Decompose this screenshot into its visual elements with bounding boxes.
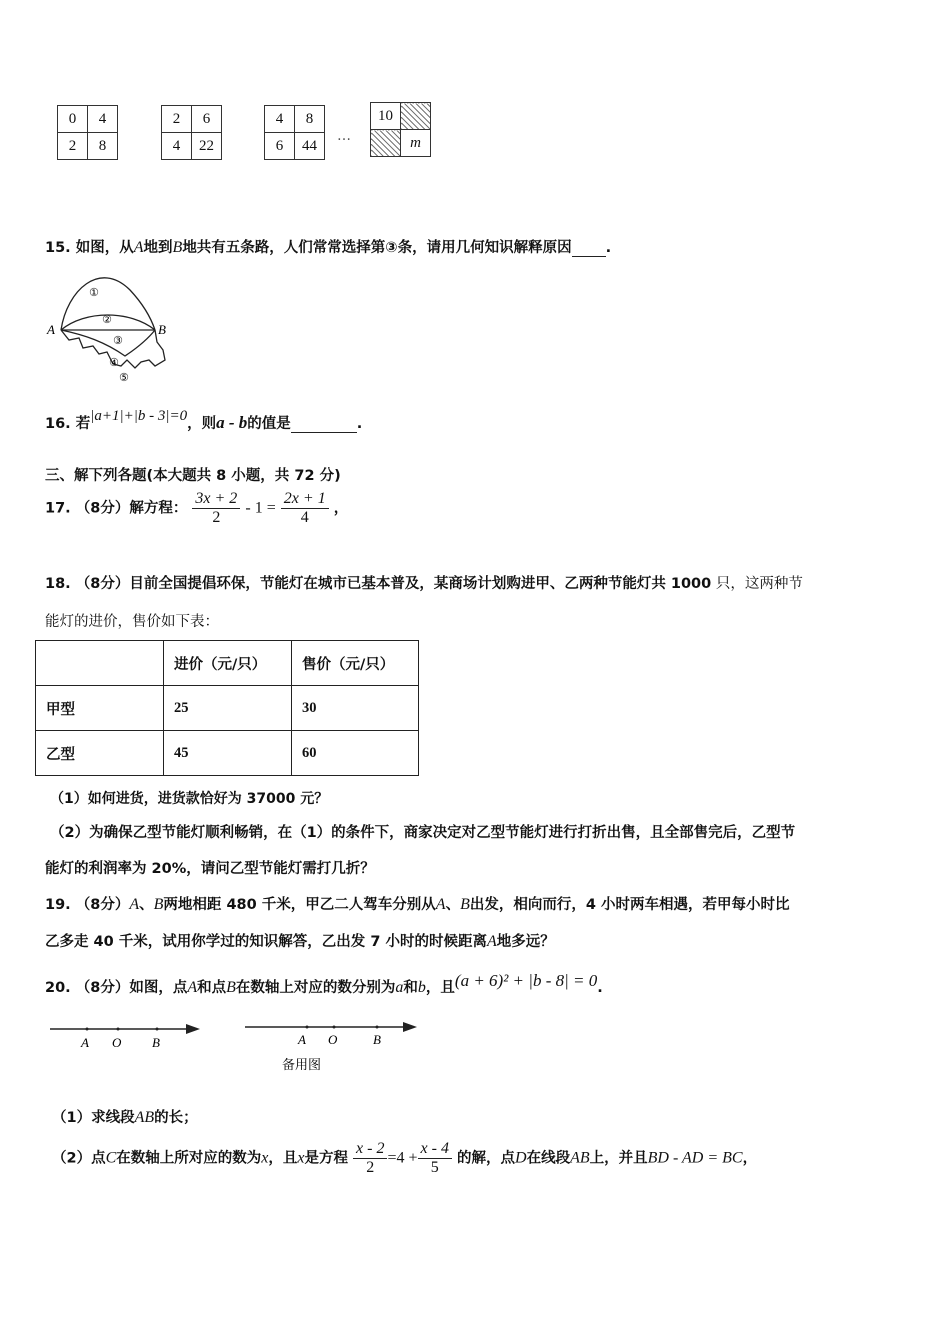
denominator: 5: [430, 1159, 439, 1176]
question-text: ，: [742, 1150, 758, 1167]
grid-cell: 44: [295, 133, 325, 160]
question-text: 和点: [197, 980, 227, 996]
point-d: D: [515, 1149, 527, 1167]
question-text: ，且: [268, 1150, 298, 1167]
fraction-2: [281, 490, 329, 527]
question-text: .: [597, 980, 603, 996]
table-header: [36, 641, 164, 686]
question-19-line-2: [45, 930, 555, 951]
question-text: 地多远？: [496, 934, 555, 950]
question-text: （2）点: [52, 1150, 106, 1167]
axis-label-a: A: [298, 1032, 306, 1047]
equation-part: =4 +: [387, 1149, 418, 1167]
question-16: [45, 408, 363, 433]
question-text: 出发，相向而行，4 小时两车相遇，若甲每小时比: [469, 897, 790, 913]
hatched-cell: [401, 103, 431, 130]
number-line-figures: [45, 1015, 425, 1075]
question-text: 在数轴上对应的数分别为: [235, 980, 396, 996]
denominator: 4: [300, 509, 309, 526]
question-number: 18.: [45, 576, 71, 592]
grid-cell: 6: [192, 106, 222, 133]
point-a: A: [133, 239, 144, 256]
variable-x: x: [297, 1149, 305, 1167]
question-number: 19.: [45, 897, 71, 913]
numerator: x - 4: [418, 1140, 452, 1159]
point-a: A: [435, 896, 446, 913]
point-a: A: [129, 896, 140, 913]
grid-figure-3: [264, 105, 325, 160]
question-text: .: [356, 416, 363, 432]
denominator: 2: [212, 509, 221, 526]
question-19-line-1: [45, 893, 789, 914]
routes-figure: [45, 270, 175, 390]
denominator: 2: [366, 1159, 375, 1176]
question-text: （1）求线段: [52, 1110, 135, 1126]
point-b: B: [226, 979, 236, 996]
segment-ab: AB: [134, 1109, 155, 1126]
table-cell: 甲型: [36, 686, 164, 731]
backup-caption: 备用图: [282, 1058, 322, 1073]
equation: (a + 6)² + |b - 8| = 0: [454, 971, 598, 990]
table-cell: 45: [164, 731, 292, 776]
route-5-label: ⑤: [119, 371, 129, 384]
question-20-sub-1: [52, 1106, 198, 1127]
equation-part: - 1 =: [245, 499, 276, 517]
ellipsis: …: [337, 128, 351, 144]
question-18-sub-1: （1）如何进货，进货款恰好为 37000 元？: [50, 791, 329, 807]
question-20-sub-2: [52, 1140, 757, 1177]
question-text: 是方程: [304, 1150, 348, 1167]
question-text: （8分）目前全国提倡环保，节能灯在城市已基本普及，某商场计划购进甲、乙两种节能灯共 1000: [75, 576, 712, 592]
grid-cell: m: [401, 130, 431, 157]
question-number: 20.: [45, 980, 71, 996]
question-18-sub-2-line-1: （2）为确保乙型节能灯顺利畅销，在（1）的条件下，商家决定对乙型节能灯进行打折出售，且全部售完后，乙型节: [50, 825, 796, 841]
question-text: ，: [333, 500, 349, 517]
hatched-cell: [371, 130, 401, 157]
segment-ab: AB: [570, 1149, 590, 1167]
label-b: B: [158, 322, 166, 337]
table-header: 售价（元/只）: [292, 641, 419, 686]
question-text: 两地相距 480 千米，甲乙二人驾车分别从: [163, 897, 436, 913]
axis-label-a: A: [81, 1035, 89, 1050]
relation: BD - AD = BC: [647, 1149, 743, 1167]
question-18-sub-2-line-2: 能灯的利润率为 20%，请问乙型节能灯需打几折？: [45, 861, 375, 877]
section-title: 三、解下列各题(本大题共 8 小题，共 72 分): [45, 468, 341, 484]
question-text: 的值是: [247, 416, 291, 432]
variable-a: a: [395, 979, 404, 996]
question-text: 只，这两种节: [711, 576, 803, 592]
point-b: B: [172, 239, 183, 256]
grid-cell: 6: [265, 133, 295, 160]
point-a: A: [486, 933, 497, 950]
axis-label-b: B: [373, 1032, 381, 1047]
question-text: 若: [75, 416, 91, 432]
question-text: .: [605, 240, 612, 256]
question-text: （8分）如图，点: [75, 980, 188, 996]
grid-cell: 4: [265, 106, 295, 133]
price-table: [35, 640, 419, 776]
question-text: ，且: [425, 980, 455, 996]
question-18-line-1: [45, 572, 803, 593]
question-20: [45, 971, 603, 997]
question-text: 乙多走 40 千米，试用你学过的知识解答，乙出发 7 小时的时候距离: [45, 934, 487, 950]
answer-blank: [572, 240, 606, 257]
grid-cell: 4: [88, 106, 118, 133]
grid-cell: 22: [192, 133, 222, 160]
grid-figure-2: [161, 105, 222, 160]
variable-x: x: [261, 1149, 269, 1167]
question-text: 上，并且: [589, 1150, 648, 1167]
grid-cell: 2: [162, 106, 192, 133]
label-a: A: [47, 322, 55, 337]
grid-cell: 2: [58, 133, 88, 160]
table-cell: 30: [292, 686, 419, 731]
numerator: 2x + 1: [281, 490, 329, 509]
question-18-line-2: 能灯的进价，售价如下表：: [45, 614, 219, 630]
question-text: 的长；: [154, 1110, 198, 1126]
fraction-2: [418, 1140, 452, 1177]
grid-cell: 8: [295, 106, 325, 133]
question-number: 17.: [45, 500, 71, 517]
question-text: 、: [139, 897, 154, 913]
grid-cell: 10: [371, 103, 401, 130]
table-header: 进价（元/只）: [164, 641, 292, 686]
grid-figure-4: [370, 102, 431, 157]
axis-label-o: O: [328, 1032, 338, 1047]
table-cell: 25: [164, 686, 292, 731]
question-17: [45, 490, 348, 527]
answer-blank: [291, 416, 357, 433]
question-number: 16.: [45, 416, 71, 432]
question-text: 在数轴上所对应的数为: [116, 1150, 262, 1167]
question-15: [45, 236, 611, 257]
numerator: x - 2: [353, 1140, 387, 1159]
table-cell: 60: [292, 731, 419, 776]
question-text: 的解，点: [457, 1150, 516, 1167]
point-c: C: [105, 1149, 117, 1167]
question-text: （8分）解方程：: [75, 500, 188, 517]
expression: a - b: [216, 413, 248, 432]
route-3-label: ③: [113, 334, 123, 347]
fraction-1: [192, 490, 240, 527]
question-text: ，则: [187, 416, 217, 432]
question-text: 在线段: [526, 1150, 571, 1167]
question-text: 和: [403, 980, 418, 996]
table-cell: 乙型: [36, 731, 164, 776]
axis-label-o: O: [112, 1035, 122, 1050]
equation: |a+1|+|b - 3|=0: [90, 408, 188, 424]
grid-figure-1: [57, 105, 118, 160]
grid-cell: 4: [162, 133, 192, 160]
question-text: 如图，从: [75, 240, 134, 256]
grid-cell: 0: [58, 106, 88, 133]
axis-label-b: B: [152, 1035, 160, 1050]
route-1-label: ①: [89, 286, 99, 299]
question-text: 地共有五条路，人们常常选择第③条，请用几何知识解释原因: [182, 240, 572, 256]
fraction-1: [353, 1140, 387, 1177]
route-2-label: ②: [102, 313, 112, 326]
point-b: B: [460, 896, 470, 913]
point-b: B: [153, 896, 164, 913]
numerator: 3x + 2: [192, 490, 240, 509]
variable-b: b: [417, 979, 426, 996]
question-number: 15.: [45, 240, 71, 256]
route-4-label: ④: [109, 356, 119, 369]
question-text: （8分）: [75, 897, 130, 913]
grid-cell: 8: [88, 133, 118, 160]
question-text: 地到: [143, 240, 173, 256]
question-text: 、: [445, 897, 461, 913]
point-a: A: [187, 979, 198, 996]
